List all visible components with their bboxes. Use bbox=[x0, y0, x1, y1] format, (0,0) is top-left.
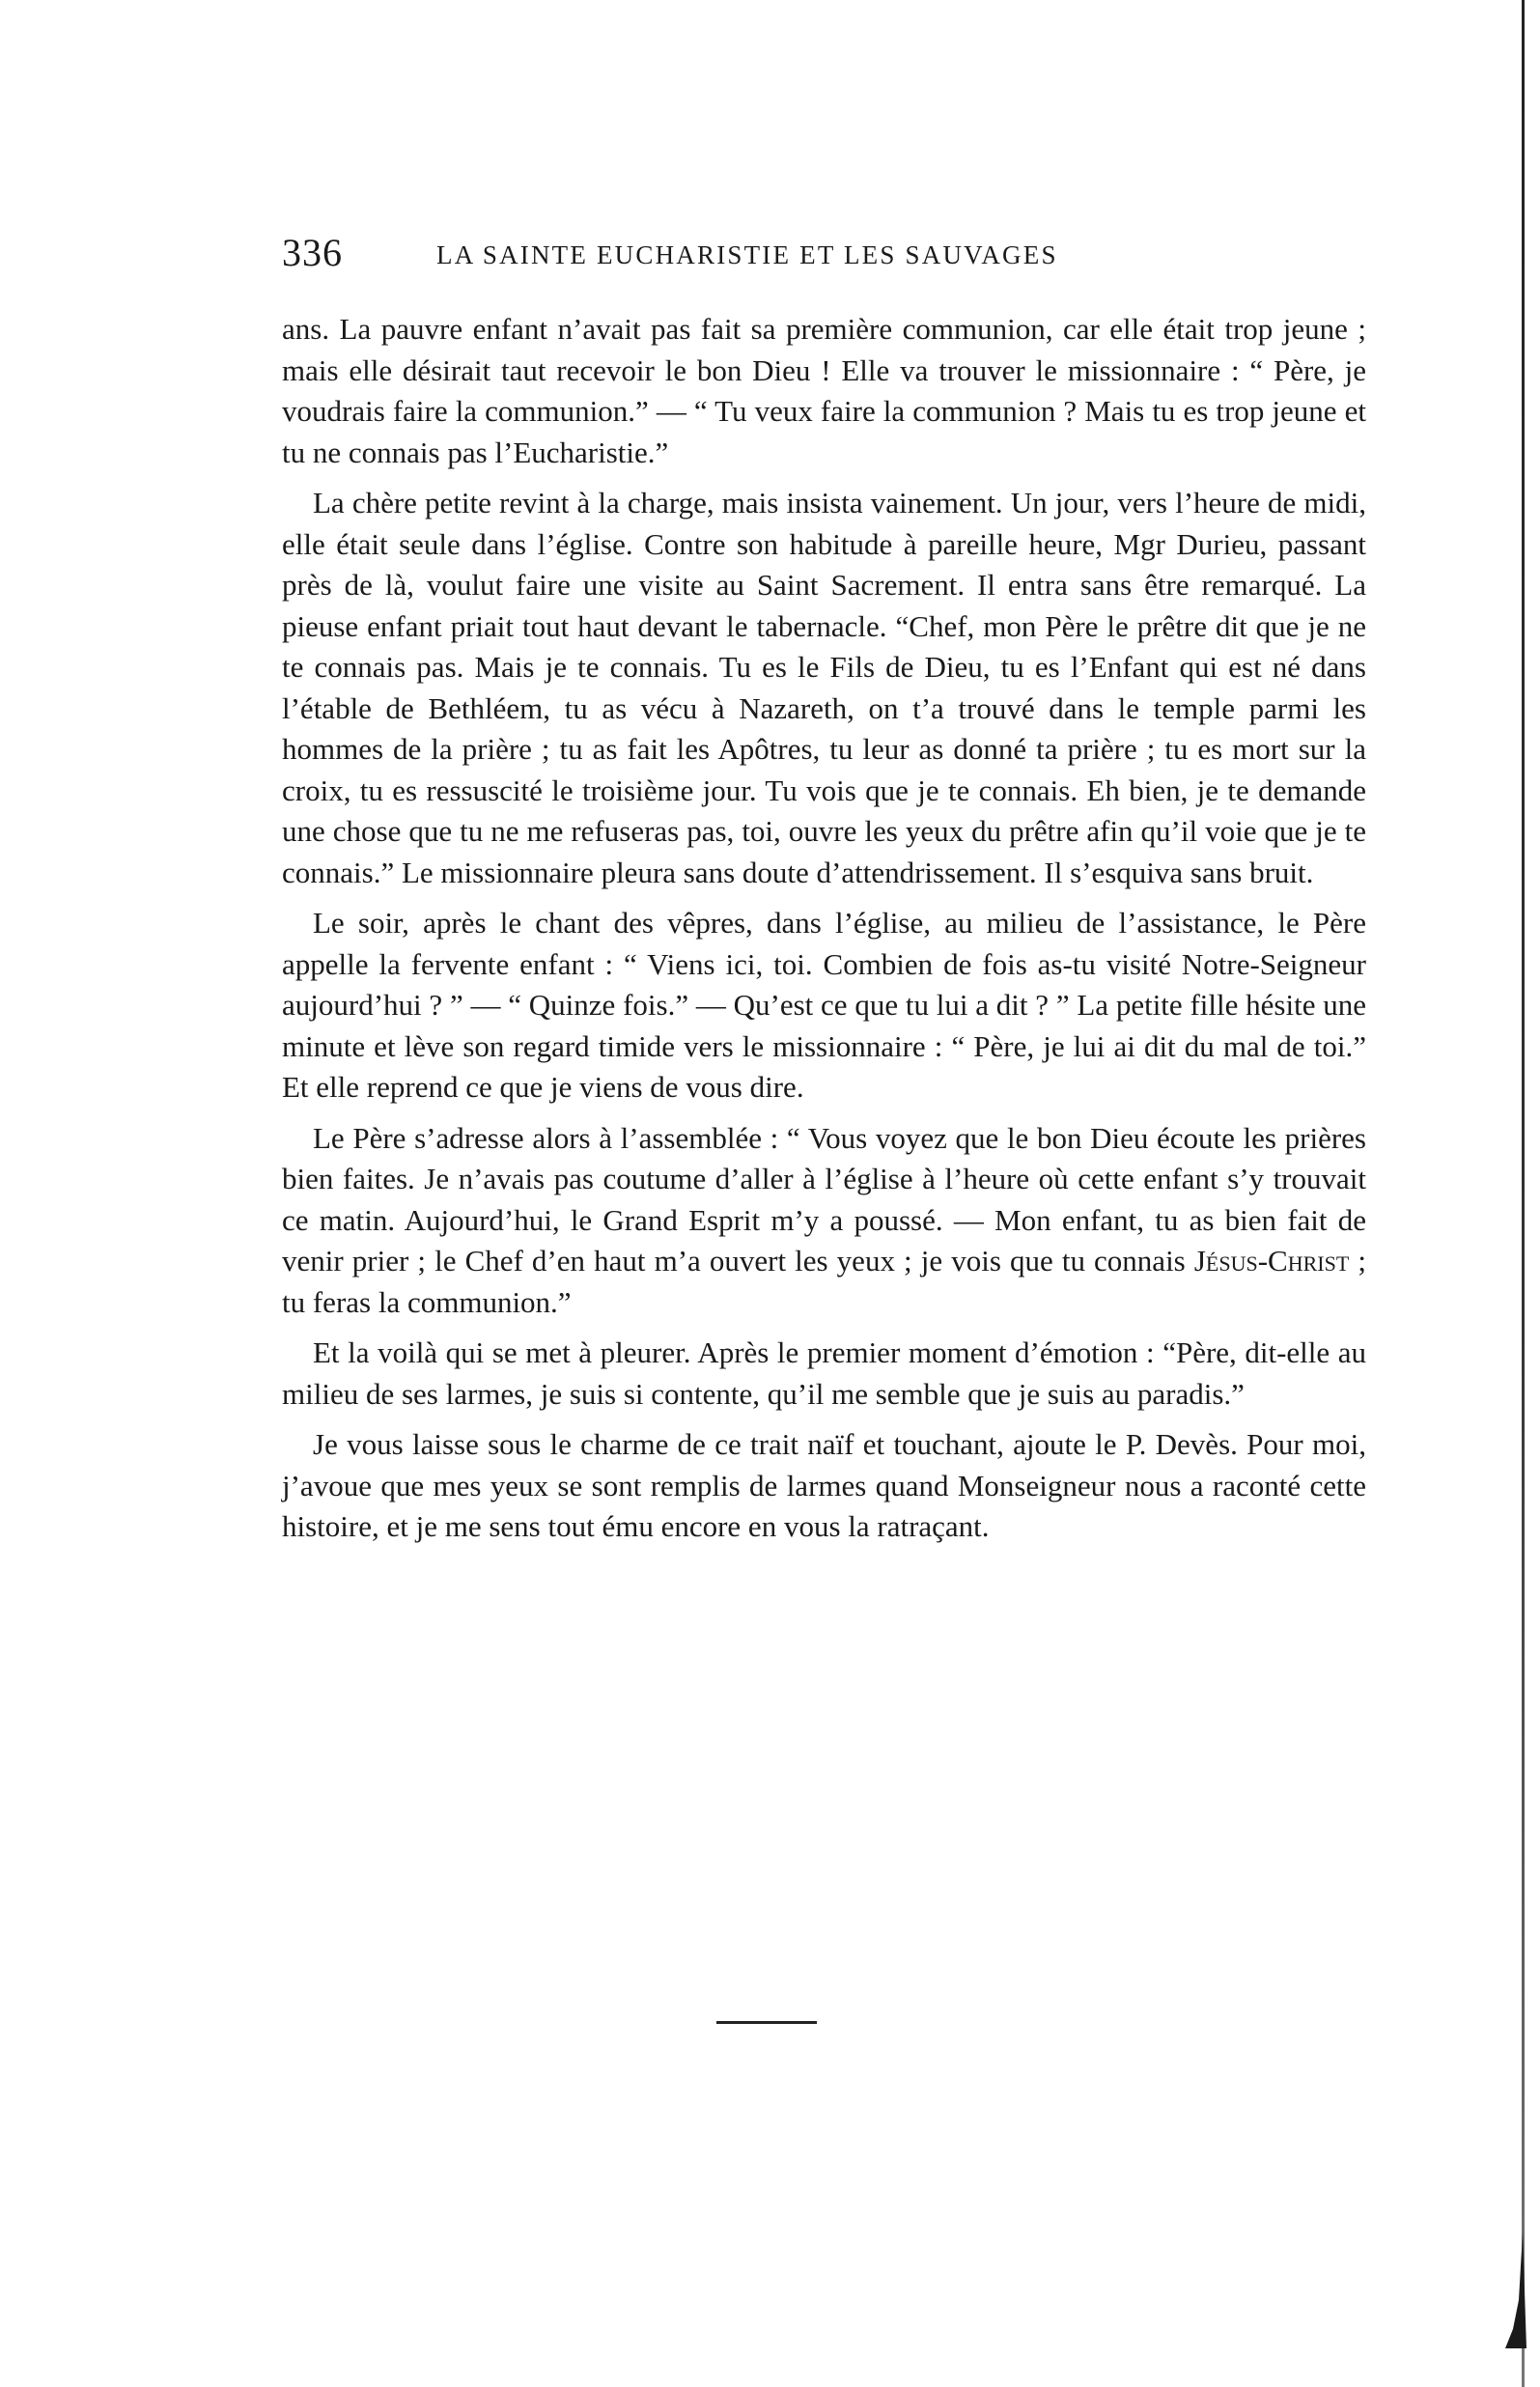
page-header bbox=[282, 230, 1247, 288]
page-number: 336 bbox=[282, 231, 343, 274]
paragraph-1: ans. La pauvre enfant n’avait pas fait sa première communion, car elle était trop jeune ; mais elle désirait taut recevoir le bon Dieu ! Elle va trouver le missionnaire : “ Père, je voudrais faire la communion.” — “ Tu veux faire la communion ? Mais tu es trop jeune et tu ne connais pas l’Eucharistie.” bbox=[282, 312, 1366, 469]
page-margin-right bbox=[1525, 0, 1540, 2387]
page-corner-shadow-icon bbox=[1499, 2233, 1526, 2348]
paragraph-3: Le soir, après le chant des vêpres, dans l’église, au milieu de l’assistance, le Père appelle la fervente enfant : “ Viens ici, toi. Combien de fois as-tu visité Notre-Seigneur aujourd’hui ? ” — “ Quinze fois.” — Qu’est ce que tu lui a dit ? ” La petite fille hésite une minute et lève son regard timide vers le missionnaire : “ Père, je lui ai dit du mal de toi.” Et elle reprend ce que je viens de vous dire. bbox=[282, 906, 1366, 1104]
paragraph-2: La chère petite revint à la charge, mais insista vainement. Un jour, vers l’heure de midi, elle était seule dans l’église. Contre son habitude à pareille heure, Mgr Durieu, passant près de là, voulut faire une visite au Saint Sacrement. Il entra sans être remarqué. La pieuse enfant priait tout haut devant le tabernacle. “Chef, mon Père le prêtre dit que je ne te connais pas. Mais je te connais. Tu es le Fils de Dieu, tu es l’Enfant qui est né dans l’étable de Bethléem, tu as vécu à Nazareth, on t’a trouvé dans le temple parmi les hommes de la prière ; tu as fait les Apôtres, tu leur as donné ta prière ; tu es mort sur la croix, tu es ressuscité le troisième jour. Tu vois que je te connais. Eh bien, je te demande une chose que tu ne me refuseras pas, toi, ouvre les yeux du prêtre afin qu’il voie que je te connais.” Le missionnaire pleura sans doute d’attendrissement. Il s’esquiva sans bruit. bbox=[282, 486, 1366, 889]
paragraph-4-text-a: Le Père s’adresse alors à l’assemblée : “ Vous voyez que le bon Dieu écoute les prières bien faites. Je n’avais pas coutume d’aller à l’église à l’heure où cette enfant s’y trouvait ce matin. Aujourd’hui, le Grand Esprit m’y a poussé. — Mon enfant, tu as bien fait de venir prier ; le Chef d’en haut m’a ouvert les yeux ; je vois que tu connais bbox=[282, 1120, 1366, 1278]
paragraph-4 bbox=[282, 1118, 1366, 1324]
section-end-rule bbox=[716, 2021, 817, 2024]
paragraph-4-text-b: ; tu feras la communion.” bbox=[282, 1244, 1366, 1319]
jesus-christ-smallcaps: Jésus-Christ bbox=[1193, 1244, 1350, 1278]
page-edge-line bbox=[1522, 0, 1525, 2387]
body-text bbox=[282, 309, 1366, 1558]
running-title: LA SAINTE EUCHARISTIE ET LES SAUVAGES bbox=[436, 240, 1058, 269]
paragraph-6: Je vous laisse sous le charme de ce trait naïf et touchant, ajoute le P. Devès. Pour moi, j’avoue que mes yeux se sont remplis de larmes quand Monseigneur nous a raconté cette histoire, et je me sens tout ému encore en vous la ratraçant. bbox=[282, 1427, 1366, 1543]
paragraph-5: Et la voilà qui se met à pleurer. Après le premier moment d’émotion : “Père, dit-elle au milieu de ses larmes, je suis si contente, qu’il me semble que je suis au paradis.” bbox=[282, 1335, 1366, 1411]
